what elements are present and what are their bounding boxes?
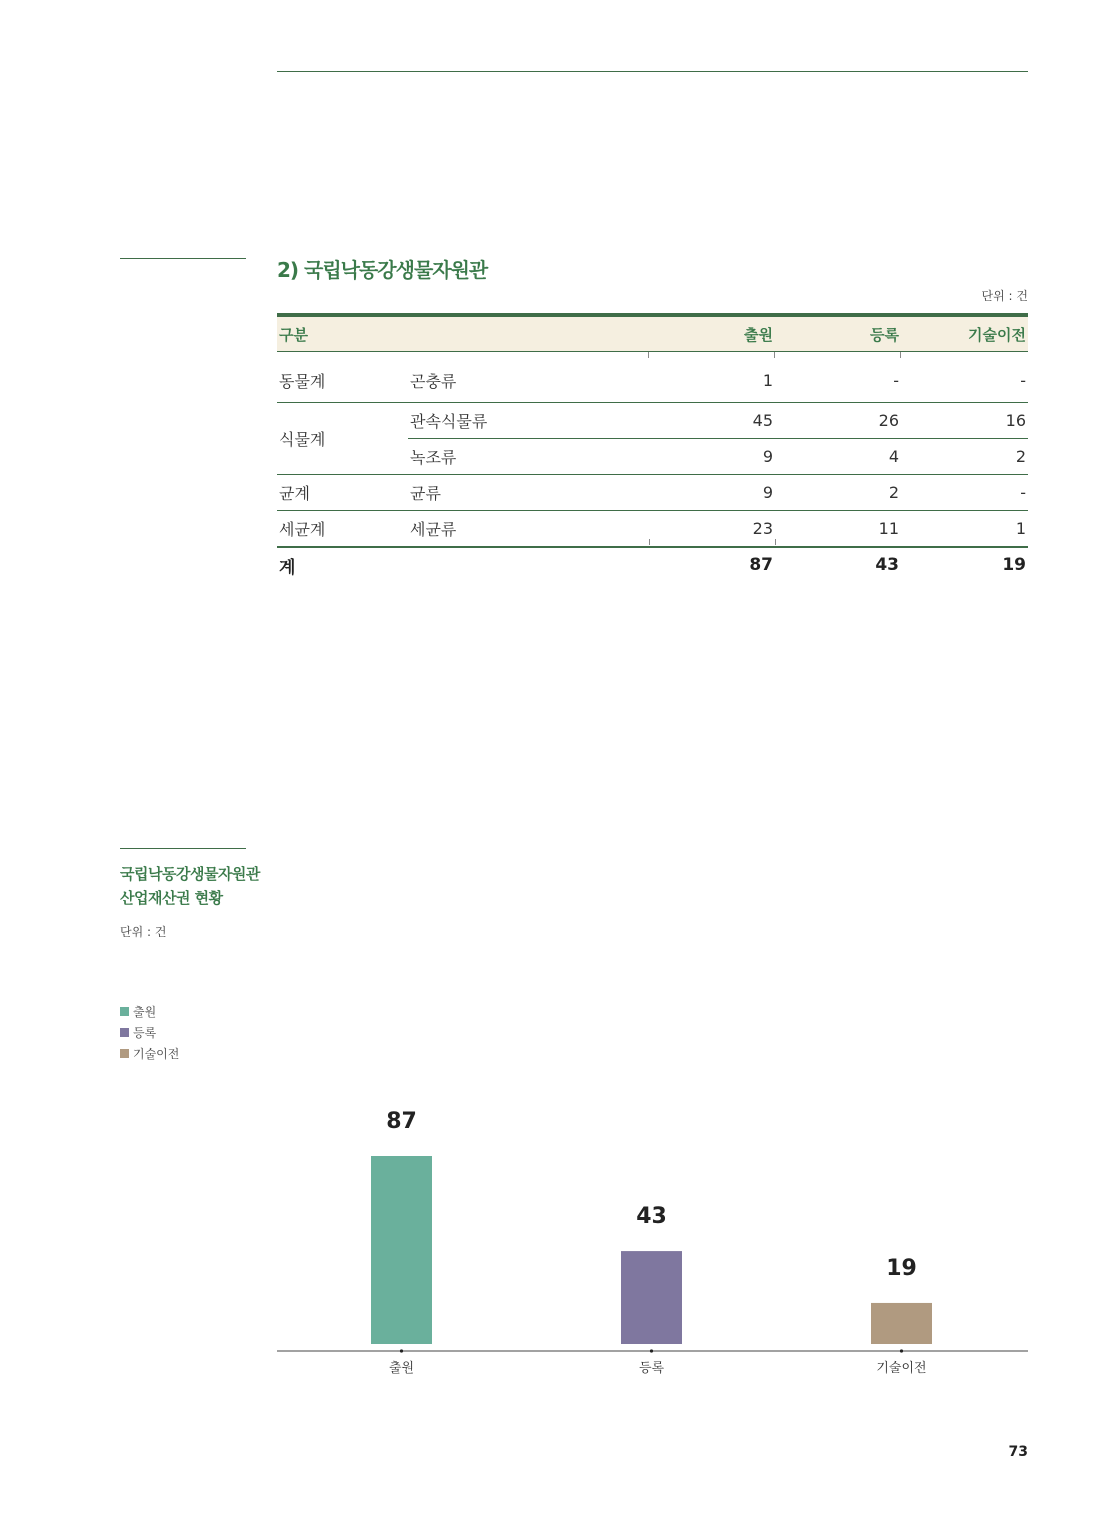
header-application: 출원 xyxy=(649,315,775,352)
chart-legend xyxy=(120,1002,179,1065)
legend-swatch-icon xyxy=(120,1028,129,1037)
tick-mark xyxy=(650,1349,653,1352)
row-tech-transfer: - xyxy=(901,352,1028,403)
header-tech-transfer: 기술이전 xyxy=(901,315,1028,352)
row-group: 식물계 xyxy=(277,403,408,475)
tick-mark xyxy=(900,1349,903,1352)
row-group: 동물계 xyxy=(277,352,408,403)
row-tech-transfer: - xyxy=(901,475,1028,511)
bar-출원 xyxy=(371,1156,432,1344)
row-registration: 4 xyxy=(775,439,901,475)
legend-item-registration xyxy=(120,1023,179,1044)
chart-title-line2: 산업재산권 현황 xyxy=(120,889,223,907)
data-table xyxy=(277,313,1028,582)
legend-label: 등록 xyxy=(133,1026,157,1040)
top-rule xyxy=(277,71,1028,72)
legend-swatch-icon xyxy=(120,1007,129,1016)
page-number: 73 xyxy=(1008,1444,1028,1460)
total-label: 계 xyxy=(277,547,408,582)
bar-등록 xyxy=(621,1251,682,1344)
bar-기술이전 xyxy=(871,1303,932,1344)
total-tick-1 xyxy=(649,539,650,545)
header-category: 구분 xyxy=(277,315,408,352)
table-header-row xyxy=(277,315,1028,352)
table-row xyxy=(277,352,1028,403)
row-sub: 곤충류 xyxy=(408,352,649,403)
total-tick-2 xyxy=(775,539,776,545)
row-application: 23 xyxy=(649,511,775,548)
legend-label: 기술이전 xyxy=(133,1047,180,1061)
header-registration: 등록 xyxy=(775,315,901,352)
total-tech-transfer: 19 xyxy=(901,547,1028,582)
table-unit: 단위 : 건 xyxy=(981,289,1028,303)
row-sub: 녹조류 xyxy=(408,439,649,475)
row-registration: 26 xyxy=(775,403,901,439)
row-application: 1 xyxy=(649,352,775,403)
row-registration: 11 xyxy=(775,511,901,548)
legend-label: 출원 xyxy=(133,1005,157,1019)
row-application: 9 xyxy=(649,475,775,511)
row-registration: 2 xyxy=(775,475,901,511)
row-tech-transfer: 2 xyxy=(901,439,1028,475)
table-row xyxy=(277,403,1028,439)
table-row xyxy=(277,511,1028,548)
legend-swatch-icon xyxy=(120,1049,129,1058)
row-tech-transfer: 1 xyxy=(901,511,1028,548)
row-sub: 균류 xyxy=(408,475,649,511)
side-rule-top xyxy=(120,258,246,259)
table-row xyxy=(277,475,1028,511)
row-group: 세균계 xyxy=(277,511,408,548)
section-title: 2) 국립낙동강생물자원관 xyxy=(277,258,488,282)
side-rule-chart xyxy=(120,848,246,849)
tick-label: 기술이전 xyxy=(876,1361,927,1376)
header-blank xyxy=(408,315,649,352)
data-label: 87 xyxy=(386,1109,417,1134)
data-label: 19 xyxy=(886,1255,917,1281)
chart-title-line1: 국립낙동강생물자원관 xyxy=(120,865,260,883)
row-registration: - xyxy=(775,352,901,403)
row-tech-transfer: 16 xyxy=(901,403,1028,439)
tick-label: 출원 xyxy=(388,1361,415,1376)
tick-label: 등록 xyxy=(638,1361,665,1376)
row-sub: 세균류 xyxy=(408,511,649,548)
table-total-row xyxy=(277,547,1028,582)
row-sub: 관속식물류 xyxy=(408,403,649,439)
total-application: 87 xyxy=(649,547,775,582)
row-application: 9 xyxy=(649,439,775,475)
total-registration: 43 xyxy=(775,547,901,582)
chart-title xyxy=(120,862,260,910)
row-group: 균계 xyxy=(277,475,408,511)
total-blank xyxy=(408,547,649,582)
chart-unit: 단위 : 건 xyxy=(120,925,167,939)
legend-item-tech-transfer xyxy=(120,1044,179,1065)
tick-mark xyxy=(400,1349,403,1352)
row-application: 45 xyxy=(649,403,775,439)
legend-item-application xyxy=(120,1002,179,1023)
bar-chart xyxy=(277,1090,1028,1390)
data-label: 43 xyxy=(636,1204,667,1230)
